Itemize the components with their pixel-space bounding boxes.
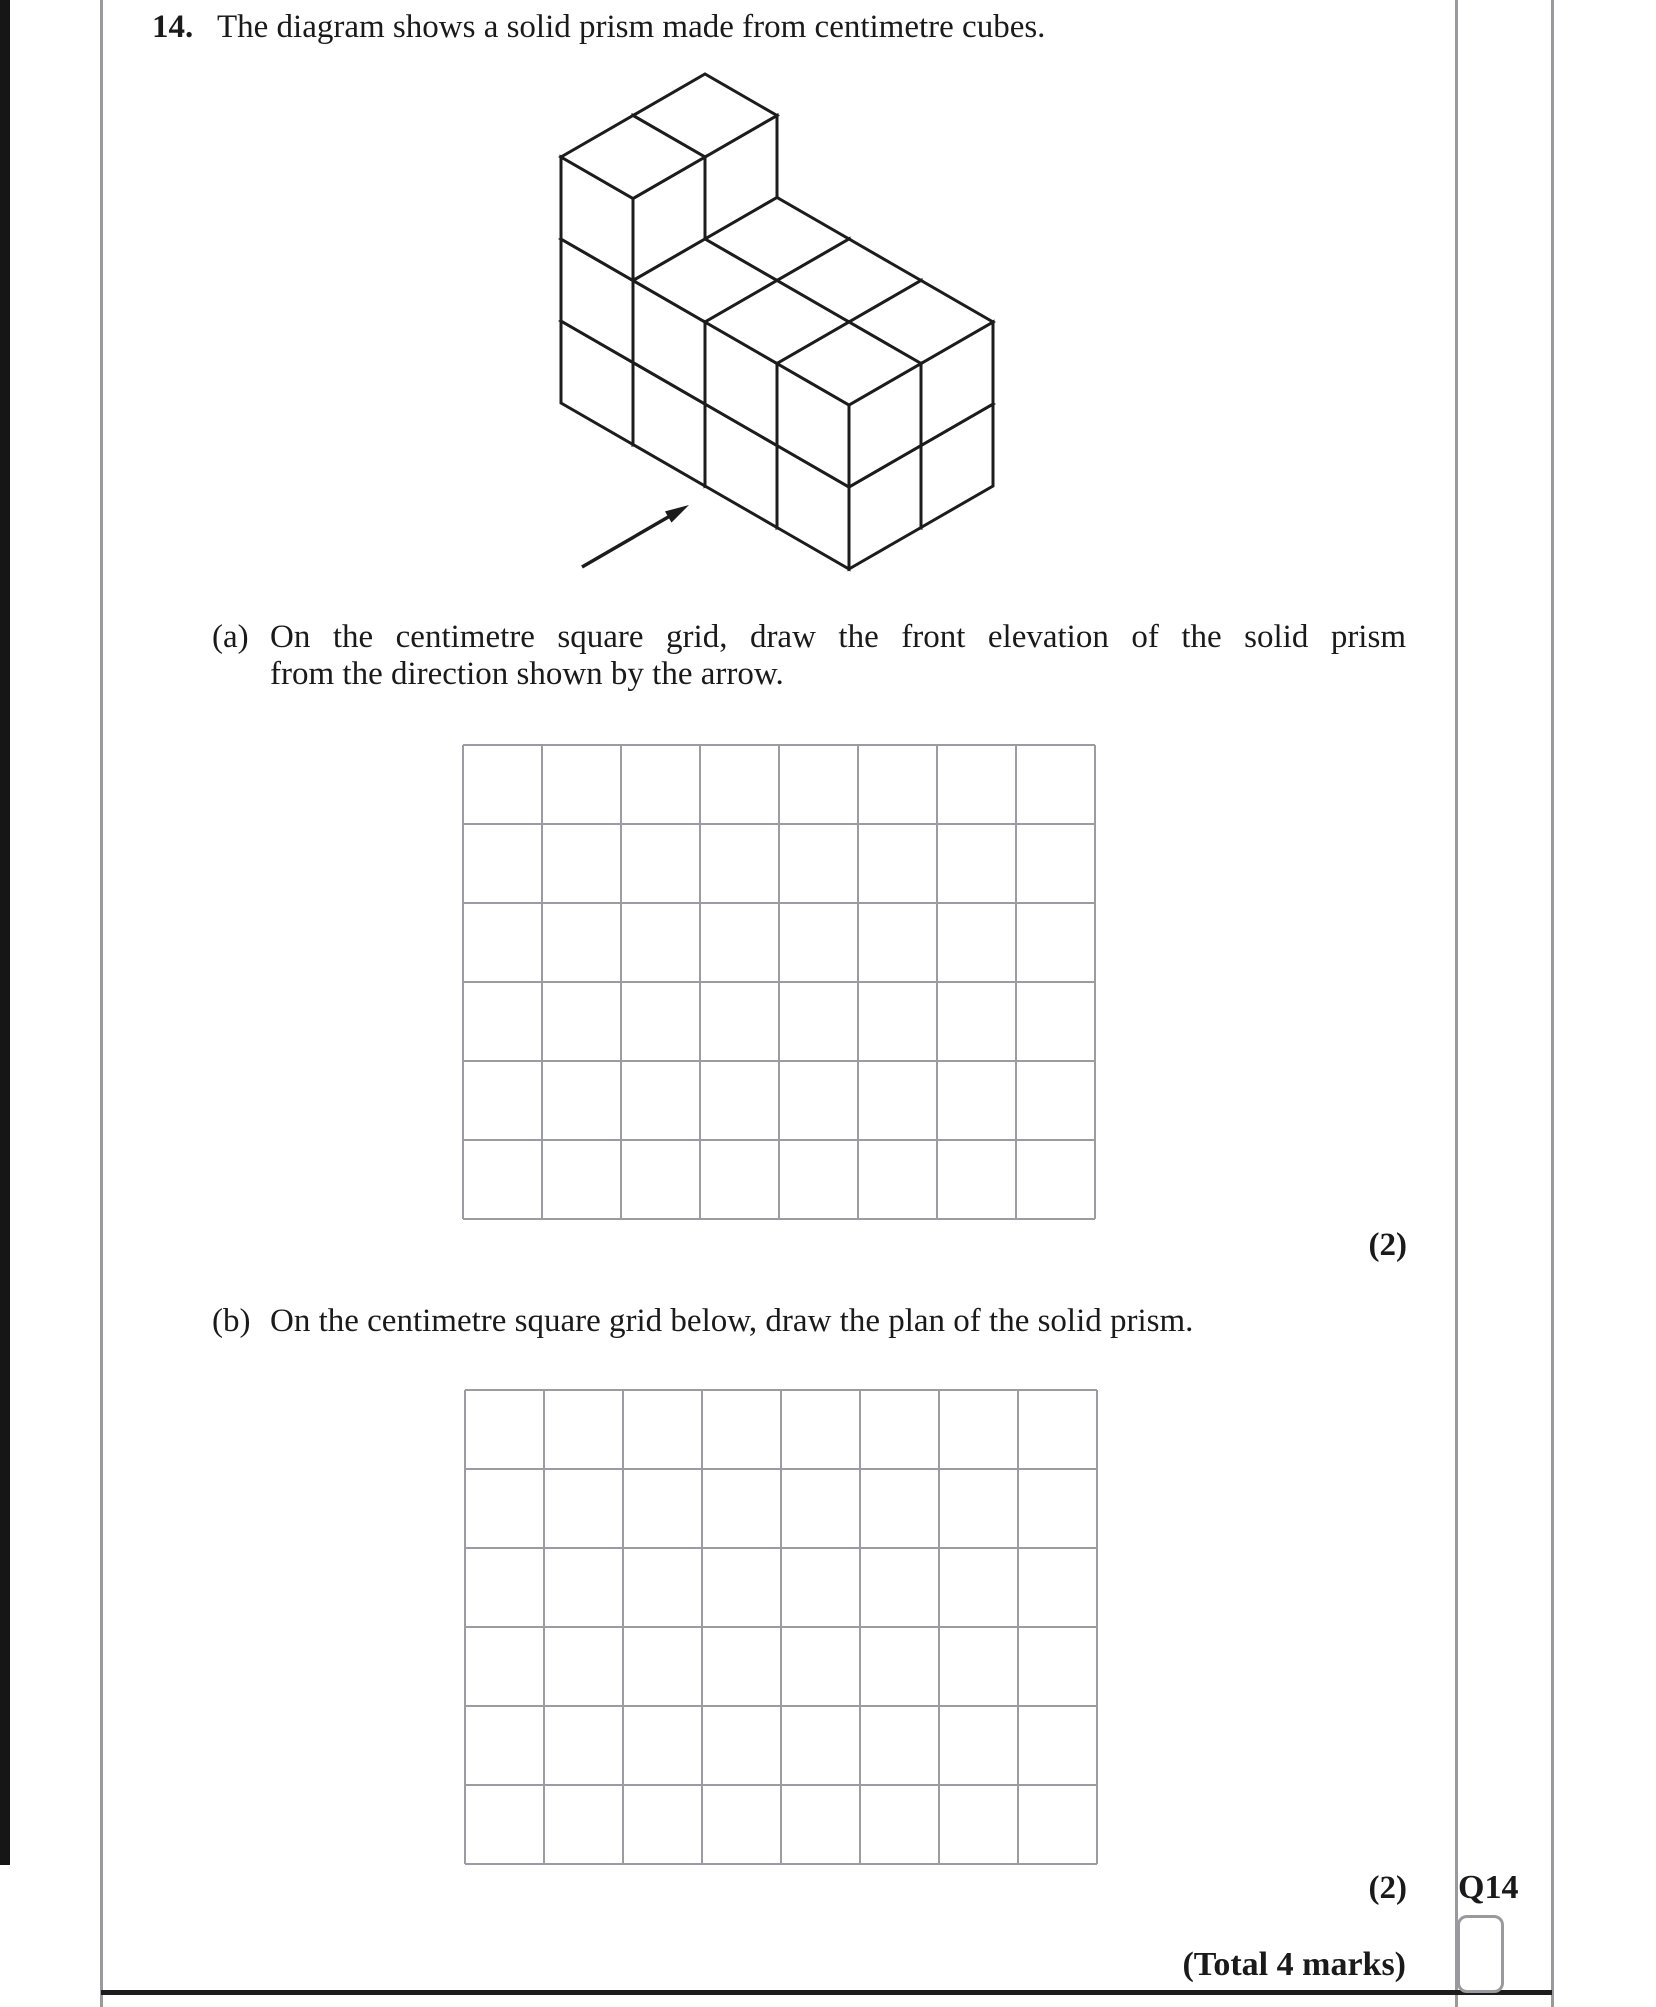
cube-solid xyxy=(561,74,993,569)
part-a-label: (a) xyxy=(212,619,249,655)
right-margin-line-outer xyxy=(1551,0,1554,2007)
left-margin-line xyxy=(100,0,103,2007)
score-box xyxy=(1457,1915,1504,1993)
left-edge-scan-bar xyxy=(0,0,10,1865)
bottom-rule xyxy=(101,1990,1552,1995)
answer-grid-b[interactable] xyxy=(463,1388,1099,1866)
question-intro: The diagram shows a solid prism made from centimetre cubes. xyxy=(217,9,1046,45)
part-b-marks: (2) xyxy=(1368,1870,1407,1906)
part-a-line2: from the direction shown by the arrow. xyxy=(270,656,784,692)
view-direction-arrow xyxy=(582,505,689,567)
question-ref: Q14 xyxy=(1458,1869,1519,1906)
prism-figure xyxy=(540,40,1020,600)
part-a-marks: (2) xyxy=(1368,1227,1407,1263)
answer-grid-a[interactable] xyxy=(461,743,1097,1221)
right-margin-line-inner xyxy=(1455,0,1458,2007)
part-b-label: (b) xyxy=(212,1303,251,1339)
question-number: 14. xyxy=(152,9,194,45)
total-marks: (Total 4 marks) xyxy=(1182,1946,1406,1983)
part-a-line1: On the centimetre square grid, draw the front elevation of the solid prism xyxy=(270,619,1406,655)
part-b-text: On the centimetre square grid below, draw the plan of the solid prism. xyxy=(270,1303,1194,1339)
